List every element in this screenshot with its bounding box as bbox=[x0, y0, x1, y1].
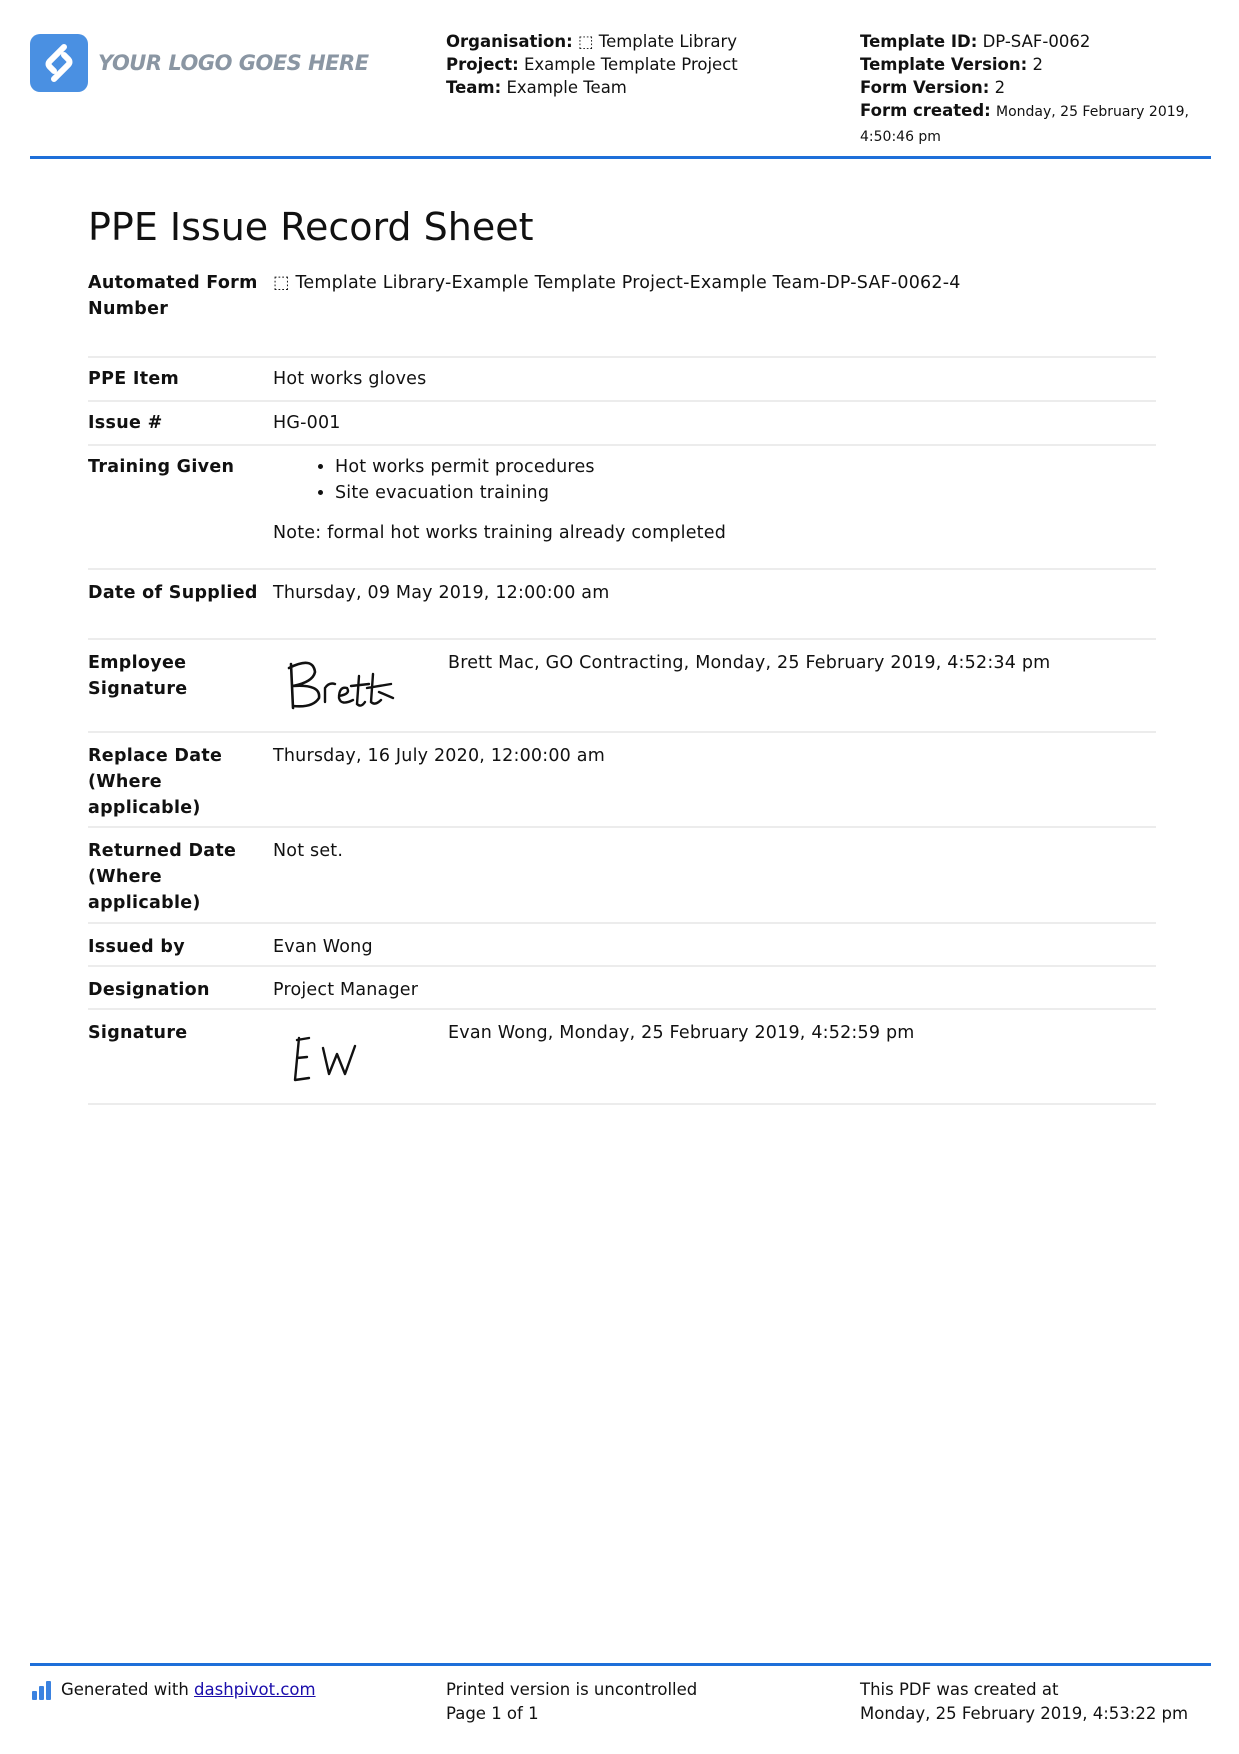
field-value: Thursday, 09 May 2019, 12:00:00 am bbox=[273, 583, 610, 603]
field-value: Project Manager bbox=[273, 980, 419, 1000]
uncontrolled-notice: Printed version is uncontrolled bbox=[446, 1680, 698, 1699]
field-row-employee-signature bbox=[88, 640, 1156, 733]
field-value: HG-001 bbox=[273, 413, 341, 433]
field-row-ppe-item bbox=[88, 358, 1156, 402]
field-row-returned-date bbox=[88, 828, 1156, 924]
field-value: Evan Wong bbox=[273, 937, 373, 957]
pdf-created-label: This PDF was created at bbox=[860, 1680, 1059, 1699]
field-row-designation bbox=[88, 967, 1156, 1010]
template-id-label: Template ID: bbox=[860, 32, 978, 51]
header-org-info bbox=[446, 30, 738, 99]
field-value bbox=[273, 648, 1156, 731]
field-label: Training Given bbox=[88, 457, 235, 477]
issuer-signature-image bbox=[273, 1020, 448, 1090]
field-label: Date of Supplied bbox=[88, 583, 258, 603]
issuer-signature-details: Evan Wong, Monday, 25 February 2019, 4:52:59 pm bbox=[448, 1023, 915, 1043]
form-created-value: Monday, 25 February 2019, 4:50:46 pm bbox=[860, 104, 1189, 145]
dashpivot-link[interactable]: dashpivot.com bbox=[194, 1680, 316, 1699]
team-value: Example Team bbox=[506, 78, 627, 97]
field-value: Not set. bbox=[273, 841, 344, 861]
field-value: Hot works gloves bbox=[273, 369, 427, 389]
project-value: Example Template Project bbox=[523, 55, 738, 74]
organisation-label: Organisation: bbox=[446, 32, 573, 51]
footer-created-info bbox=[860, 1678, 1188, 1726]
pdf-created-timestamp: Monday, 25 February 2019, 4:53:22 pm bbox=[860, 1704, 1189, 1723]
form-created-label: Form created: bbox=[860, 101, 991, 120]
project-label: Project: bbox=[446, 55, 519, 74]
field-label: Automated Form Number bbox=[88, 273, 258, 319]
field-value: ⬚ Template Library-Example Template Project-Example Team-DP-SAF-0062-4 bbox=[273, 273, 961, 293]
list-item: • Hot works permit procedures bbox=[335, 454, 1156, 480]
logo-text: YOUR LOGO GOES HERE bbox=[98, 51, 369, 75]
template-version-label: Template Version: bbox=[860, 55, 1028, 74]
template-id-value: DP-SAF-0062 bbox=[982, 32, 1091, 51]
field-value bbox=[273, 452, 1156, 568]
field-row-replace-date bbox=[88, 733, 1156, 828]
field-row-automated-form-number bbox=[88, 268, 1156, 358]
field-label: Issued by bbox=[88, 937, 185, 957]
training-list bbox=[273, 454, 1156, 506]
training-note: Note: formal hot works training already completed bbox=[273, 523, 727, 543]
generated-prefix: Generated with bbox=[61, 1680, 189, 1699]
field-label: Employee Signature bbox=[88, 653, 188, 699]
form-fields bbox=[88, 268, 1156, 1105]
form-version-value: 2 bbox=[994, 78, 1006, 97]
form-version-label: Form Version: bbox=[860, 78, 990, 97]
template-version-value: 2 bbox=[1032, 55, 1043, 74]
field-row-issue-number bbox=[88, 402, 1156, 446]
field-value: Thursday, 16 July 2020, 12:00:00 am bbox=[273, 746, 605, 766]
organisation-value: ⬚ Template Library bbox=[577, 32, 738, 51]
footer-print-info bbox=[446, 1678, 697, 1726]
field-label: Replace Date (Where applicable) bbox=[88, 746, 223, 818]
field-label: PPE Item bbox=[88, 369, 180, 389]
header-template-info bbox=[860, 30, 1220, 149]
field-row-signature bbox=[88, 1010, 1156, 1105]
field-label: Signature bbox=[88, 1023, 188, 1043]
footer-divider bbox=[30, 1663, 1211, 1666]
logo bbox=[30, 34, 369, 92]
dashpivot-logo-icon bbox=[32, 1680, 53, 1700]
field-label: Returned Date (Where applicable) bbox=[88, 841, 237, 913]
logo-mark-icon bbox=[30, 34, 88, 92]
employee-signature-image bbox=[273, 650, 448, 720]
list-item: • Site evacuation training bbox=[335, 480, 1156, 506]
field-row-date-supplied bbox=[88, 570, 1156, 640]
field-label: Issue # bbox=[88, 413, 163, 433]
field-label: Designation bbox=[88, 980, 210, 1000]
field-row-issued-by bbox=[88, 924, 1156, 967]
page-number: Page 1 of 1 bbox=[446, 1704, 539, 1723]
field-row-training-given bbox=[88, 446, 1156, 570]
page-title: PPE Issue Record Sheet bbox=[88, 205, 534, 249]
document-header bbox=[0, 0, 1239, 160]
footer-generated bbox=[32, 1678, 316, 1702]
employee-signature-details: Brett Mac, GO Contracting, Monday, 25 February 2019, 4:52:34 pm bbox=[448, 653, 1051, 673]
field-value bbox=[273, 1018, 1156, 1103]
team-label: Team: bbox=[446, 78, 502, 97]
header-divider bbox=[30, 156, 1211, 159]
